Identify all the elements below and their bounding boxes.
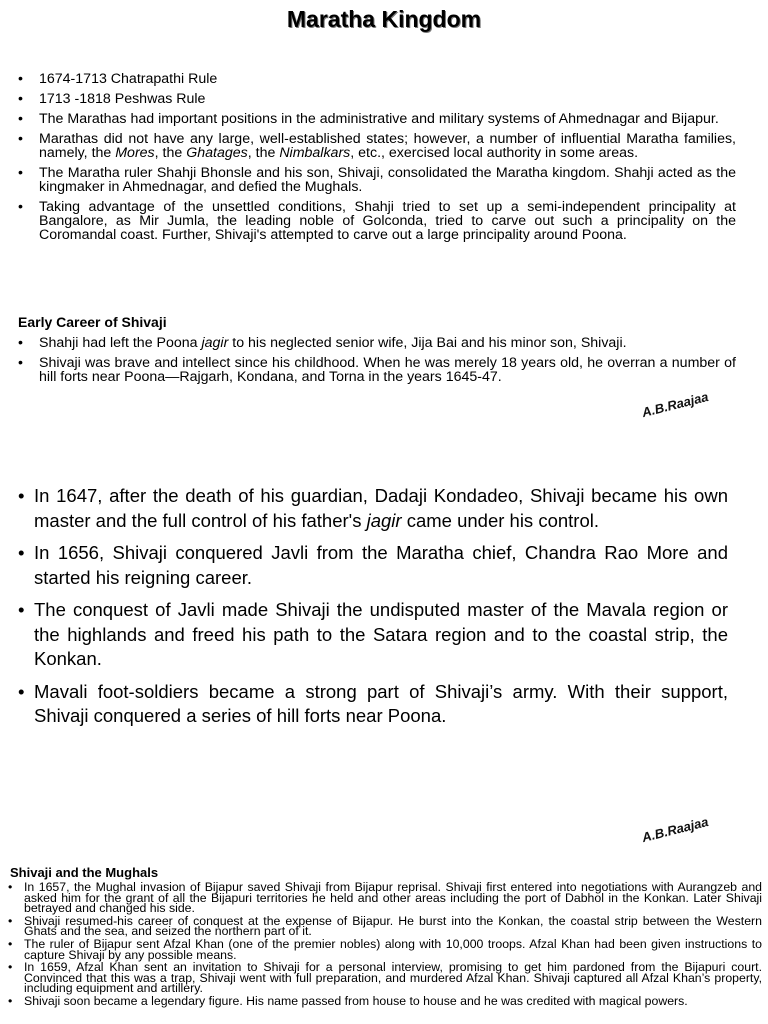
bullet-item: • Marathas did not have any large, well-established states; however, a number of influential Maratha families, namely, the Mores, the Ghatages, the Nimbalkars, etc., exercised local authority in some areas. <box>18 132 736 160</box>
bullet-item: • The Maratha ruler Shahji Bhonsle and his son, Shivaji, consolidated the Maratha kingdom. Shahji acted as the kingmaker in Ahmednagar, and defied the Mughals. <box>18 166 736 194</box>
slide-title: Maratha Kingdom <box>286 6 482 32</box>
bullet-item: • In 1657, the Mughal invasion of Bijapur saved Shivaji from Bijapur reprisal. Shivaji first entered into negotiations with Aurangzeb and asked him for the grant of all the Bijapuri territories he held and other areas including the port of Dabhol in the Konkan. Later Shivaji betrayed and changed his side. <box>8 882 762 914</box>
mughals-bullet-list <box>8 882 762 1009</box>
bullet-item: • Shivaji resumed-his career of conquest at the expense of Bijapur. He burst into the Konkan, the coastal strip between the Western Ghats and the sea, and seized the northern part of it. <box>8 916 762 937</box>
bullet-item: • 1713 -1818 Peshwas Rule <box>18 92 736 106</box>
bullet-item: • Taking advantage of the unsettled conditions, Shahji tried to set up a semi-independent principality at Bangalore, as Mir Jumla, the leading noble of Golconda, tried to carve out such a principality on the Coromandal coast. Further, Shivaji's attempted to carve out a large principality around Poona. <box>18 200 736 242</box>
bullet-item: • Shahji had left the Poona jagir to his neglected senior wife, Jija Bai and his minor son, Shivaji. <box>18 336 736 350</box>
bullet-item: • In 1656, Shivaji conquered Javli from the Maratha chief, Chandra Rao More and started his reigning career. <box>18 541 728 590</box>
bullet-item: • Shivaji soon became a legendary figure. His name passed from house to house and he was credited with magical powers. <box>8 996 762 1007</box>
bullet-item: • In 1659, Afzal Khan sent an invitation to Shivaji for a personal interview, promising to get him pardoned from the Bijapuri court. Convinced that this was a trap, Shivaji went with full preparation, and murdered Afzal Khan. Shivaji captured all Afzal Khan’s property, including equipment and artillery. <box>8 962 762 994</box>
section-heading-early-career: Early Career of Shivaji <box>18 314 167 330</box>
bullet-item: • The Marathas had important positions in the administrative and military systems of Ahmednagar and Bijapur. <box>18 112 736 126</box>
slide-shivaji-and-mughals <box>0 862 768 1024</box>
section-heading-mughals: Shivaji and the Mughals <box>10 865 159 880</box>
bullet-item: • The conquest of Javli made Shivaji the undisputed master of the Mavala region or the highlands and freed his path to the Satara region and to the coastal strip, the Konkan. <box>18 598 728 672</box>
slide-maratha-kingdom <box>0 0 768 430</box>
author-signature: A.B.Raajaa <box>640 389 710 420</box>
overview-bullet-list <box>18 72 736 248</box>
bullet-item: • In 1647, after the death of his guardian, Dadaji Kondadeo, Shivaji became his own master and the full control of his father's jagir came under his control. <box>18 484 728 533</box>
bullet-item: • Shivaji was brave and intellect since his childhood. When he was merely 18 years old, he overran a number of hill forts near Poona—Rajgarh, Kondana, and Torna in the years 1645-47. <box>18 356 736 384</box>
bullet-item: • 1674-1713 Chatrapathi Rule <box>18 72 736 86</box>
early-career-bullet-list <box>18 336 736 390</box>
bullet-item: • Mavali foot-soldiers became a strong part of Shivaji’s army. With their support, Shivaji conquered a series of hill forts near Poona. <box>18 680 728 729</box>
bullet-item: • The ruler of Bijapur sent Afzal Khan (one of the premier nobles) along with 10,000 troops. Afzal Khan had been given instructions to capture Shivaji by any possible means. <box>8 939 762 960</box>
slide-shivaji-conquests <box>0 440 768 860</box>
conquest-bullet-list <box>18 484 728 737</box>
author-signature: A.B.Raajaa <box>640 814 710 845</box>
